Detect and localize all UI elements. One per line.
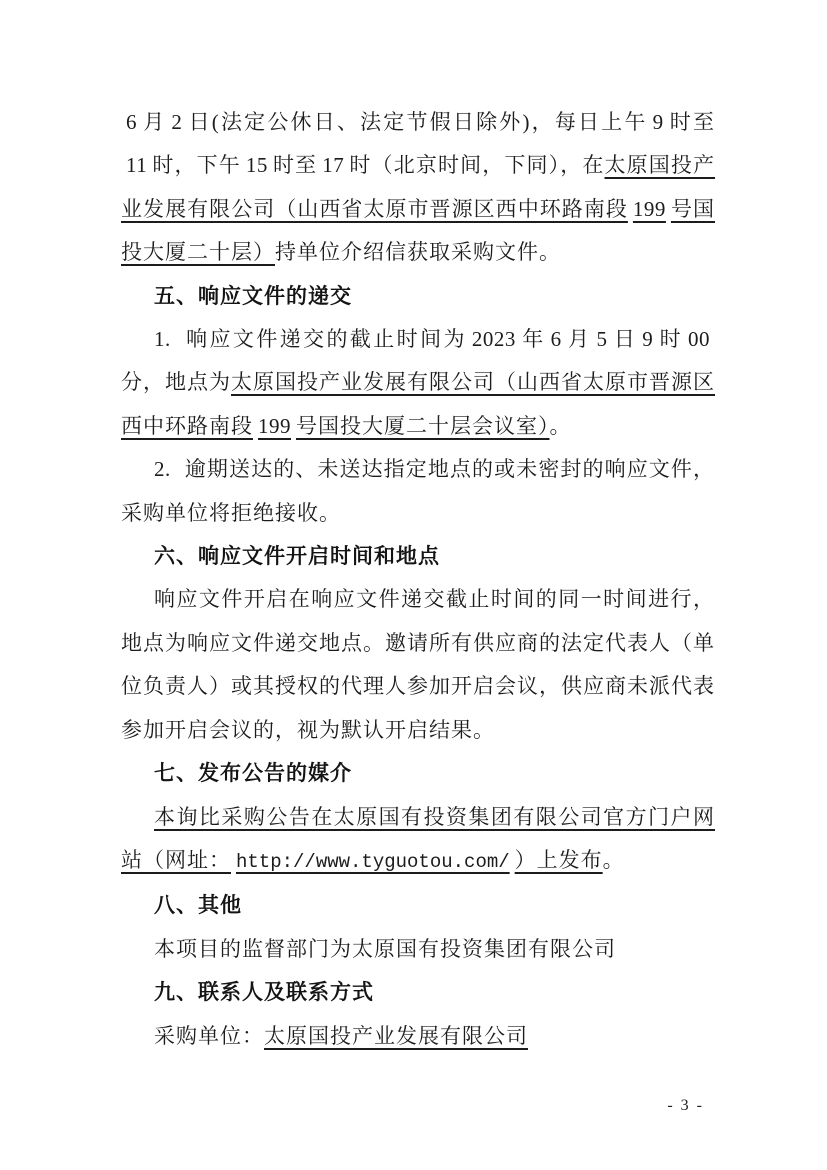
heading-section-7: 七、发布公告的媒介	[154, 762, 352, 786]
text-segment: 15	[245, 153, 268, 178]
text-segment: 太原国投产业发展有限公司	[264, 1023, 528, 1048]
text-segment: 17	[322, 153, 345, 178]
text-segment: 太原国投产业发展有限公司（山西省太原市晋源区西中环路南段	[121, 370, 715, 438]
text-segment: 11	[126, 153, 148, 178]
text-segment: 日(法定公休日、法定节假日除外)，每日上午	[187, 110, 648, 134]
text-segment: 。	[602, 847, 625, 872]
text-segment: 逾期送达的、未送达指定地点的或未密封的响应文件，采购单位将拒绝接收。	[121, 457, 715, 525]
text-segment: 响应文件递交的截止时间为	[184, 327, 467, 352]
para-7-1	[121, 796, 715, 885]
text-segment: 持单位介绍信获取采购文件。	[275, 240, 561, 265]
text-segment: 时至	[668, 110, 715, 134]
text-segment: 2.	[154, 457, 171, 482]
text-segment: 月	[142, 110, 167, 134]
text-segment: 本项目的监督部门为太原国有投资集团有限公司	[154, 936, 616, 961]
text-segment: 本询比采购公告在太原国有投资集团有限公司官方门户网站（网址：	[121, 804, 715, 872]
text-segment: 响应文件开启在响应文件递交截止时间的同一时间进行，地点为响应文件递交地点。邀请所有供应商的法定代表人（单位负责人）或其授权的代理人参加开启会议，供应商未派代表参加开启会议的，视为默认开启结果。	[121, 587, 715, 742]
text-segment: 6	[126, 110, 137, 134]
para-8-1	[121, 928, 715, 971]
text-segment: 9	[642, 327, 654, 352]
text-segment: 9	[652, 110, 664, 134]
text-segment: 5	[596, 327, 608, 352]
website-url-link[interactable]: http://www.tyguotou.com/	[236, 850, 510, 873]
text-segment: 日	[612, 327, 638, 352]
heading-section-8: 八、其他	[154, 894, 242, 918]
text-segment: 分，地点为	[121, 370, 231, 395]
text-segment: 号国投大厦二十层会议室）	[296, 413, 550, 438]
para-document-pickup	[121, 101, 715, 275]
text-segment: 月	[566, 327, 592, 352]
text-segment: 2023	[471, 327, 516, 352]
document-body	[121, 101, 715, 1058]
text-segment: 1.	[154, 327, 171, 352]
text-segment: 采购单位：	[154, 1023, 264, 1048]
text-segment: 时至	[272, 153, 318, 178]
text-segment: ）上发布	[514, 847, 603, 872]
heading-section-6: 六、响应文件开启时间和地点	[154, 545, 440, 569]
text-segment: 199	[632, 196, 666, 221]
text-segment: 199	[258, 413, 291, 438]
text-segment: 6	[550, 327, 562, 352]
heading-section-9: 九、联系人及联系方式	[154, 981, 374, 1005]
page-number: - 3 -	[667, 1097, 704, 1114]
para-9-1	[121, 1015, 715, 1058]
text-segment: 太原国投产业发展有限公司（山西省太原市晋源区西中环路南段	[121, 153, 716, 221]
text-segment: 时，下午	[152, 153, 241, 178]
text-segment: 号国投大厦二十层）	[121, 196, 716, 265]
heading-section-5: 五、响应文件的递交	[154, 284, 352, 308]
para-5-2	[121, 448, 715, 535]
text-segment: 2	[171, 110, 183, 134]
text-segment: 时（北京时间，下同），在	[349, 153, 605, 178]
text-segment: 。	[549, 413, 572, 438]
text-segment: 年	[520, 327, 546, 352]
para-5-1	[121, 318, 715, 448]
text-segment: 时	[658, 327, 684, 352]
text-segment: 00	[688, 327, 711, 352]
para-6-1	[121, 578, 715, 752]
